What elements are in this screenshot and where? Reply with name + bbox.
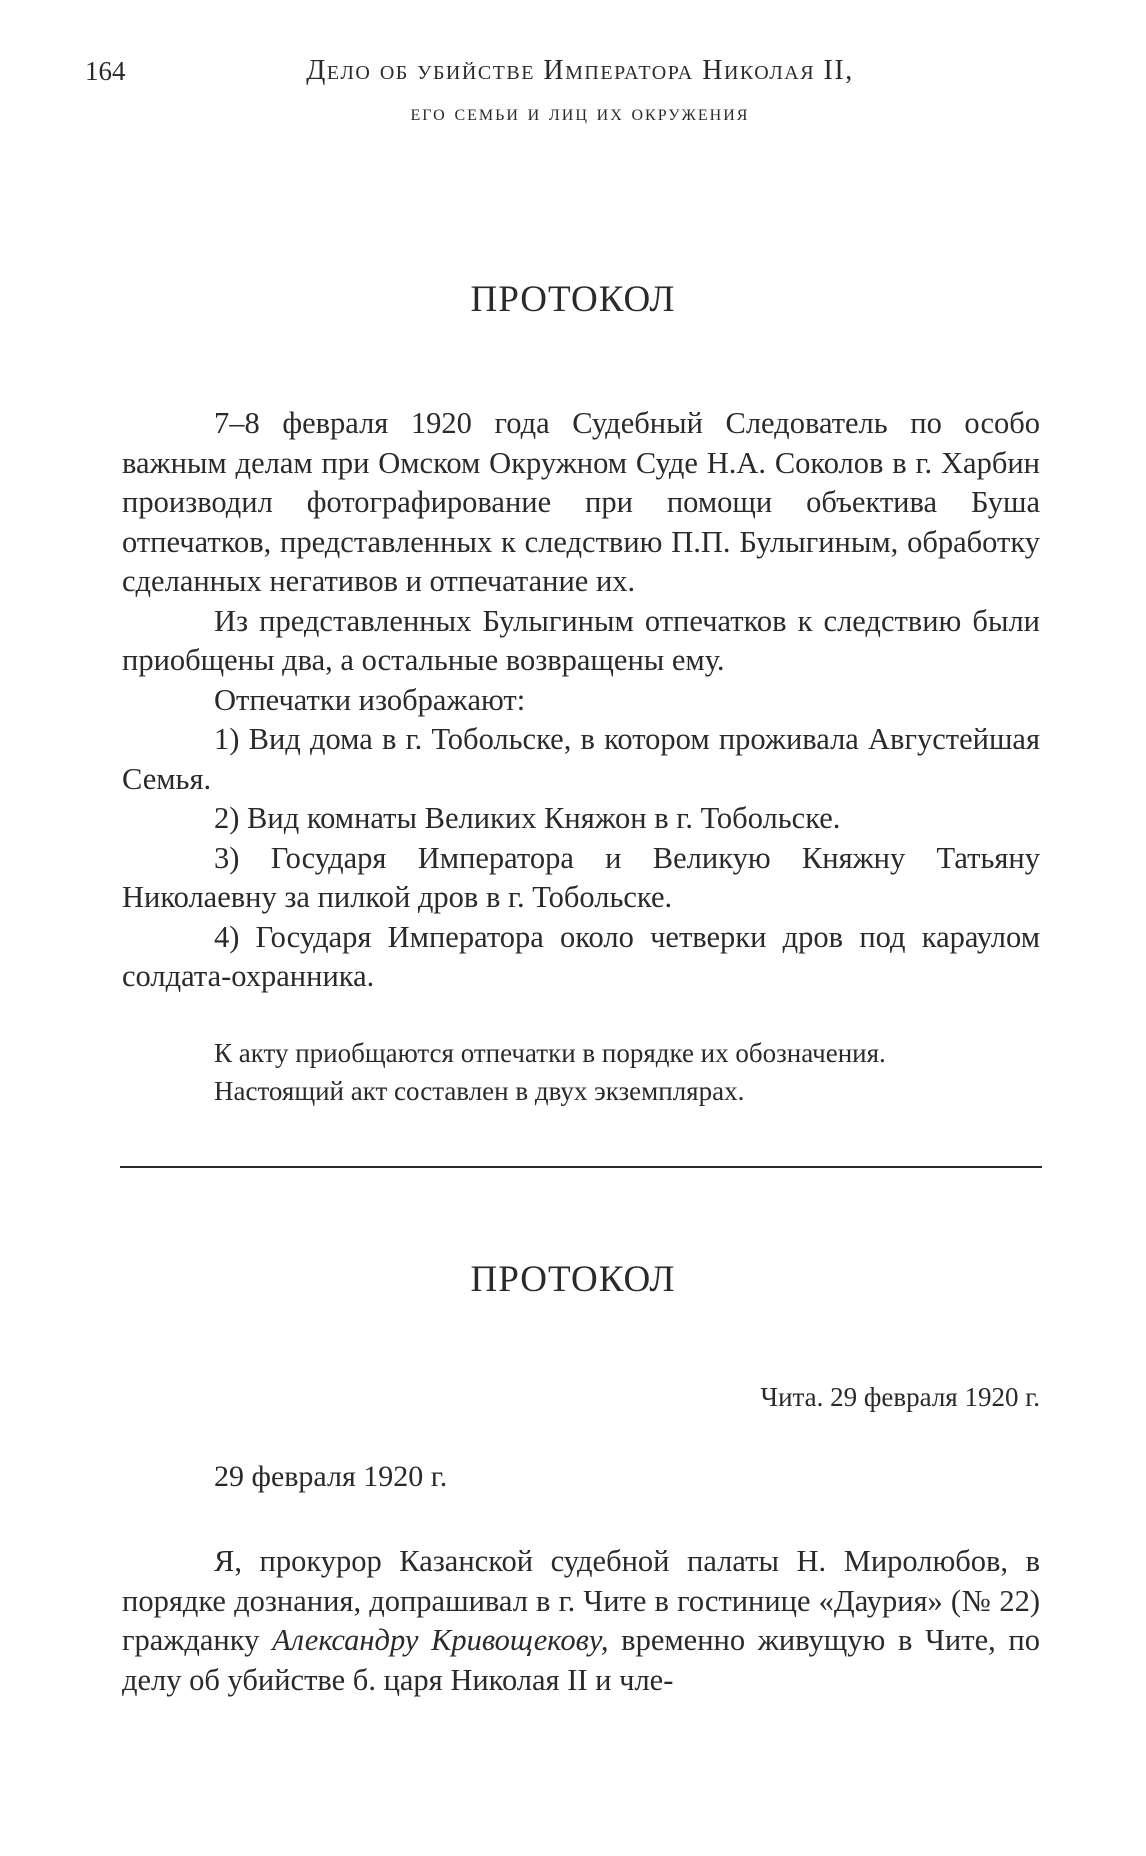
text-start: Я, прокурор Казанской судебной палаты Н. Миролюбов, в порядке дознания, допрашивал в г. Чите в гостинице «Даурия» (№ 22) гражданку — [122, 1544, 1040, 1657]
protocol-1-list-item: 4) Государя Императора около четверки дров под караулом солдата-охранника. — [122, 919, 1040, 993]
protocol-1-list-item: 3) Государя Императора и Великую Княжну Татьяну Николаевну за пилкой дров в г. Тобольске. — [122, 840, 1040, 914]
protocol-1-list-item: 1) Вид дома в г. Тобольске, в котором проживала Августейшая Семья. — [122, 722, 1040, 796]
note-line-1: К акту приобщаются отпечатки в порядке их обозначения. — [214, 1038, 886, 1068]
witness-name: Александру Кривощекову, — [272, 1623, 609, 1657]
running-head-line-2: его семьи и лиц их окружения — [410, 100, 750, 125]
protocol-1-list-item: 2) Вид комнаты Великих Княжон в г. Тобольске. — [214, 801, 841, 835]
protocol-2-date: 29 февраля 1920 г. — [214, 1460, 448, 1493]
text-end: временно живущую в Чите, по делу об убийстве б. царя Николая II и чле- — [122, 1623, 1040, 1697]
protocol-1-note — [214, 1034, 886, 1110]
protocol-1-paragraph: 7–8 февраля 1920 года Судебный Следователь по особо важным делам при Омском Окружном Суде Н.А. Соколов в г. Харбин производил фотографирование при помощи объектива Буша отпечатков, представленных к следствию П.П. Булыгиным, обработку сделанных негативов и отпечатание их. — [122, 406, 1040, 598]
protocol-2-paragraph — [122, 1542, 1040, 1700]
page-number: 164 — [85, 56, 126, 86]
protocol-1-title: ПРОТОКОЛ — [470, 279, 676, 320]
protocol-1-paragraph: Из представленных Булыгиным отпечатков к следствию были приобщены два, а остальные возвращены ему. — [122, 603, 1040, 677]
protocol-1-body — [122, 404, 1040, 997]
section-divider — [120, 1166, 1042, 1168]
note-line-2: Настоящий акт составлен в двух экземплярах. — [214, 1076, 745, 1106]
running-head-line-1: Дело об убийстве Императора Николая II, — [306, 55, 854, 86]
protocol-1-paragraph: Отпечатки изображают: — [214, 682, 526, 717]
protocol-2-title: ПРОТОКОЛ — [470, 1259, 676, 1300]
protocol-2-body — [122, 1542, 1040, 1700]
running-head — [270, 50, 890, 134]
place-date: Чита. 29 февраля 1920 г. — [760, 1382, 1040, 1412]
